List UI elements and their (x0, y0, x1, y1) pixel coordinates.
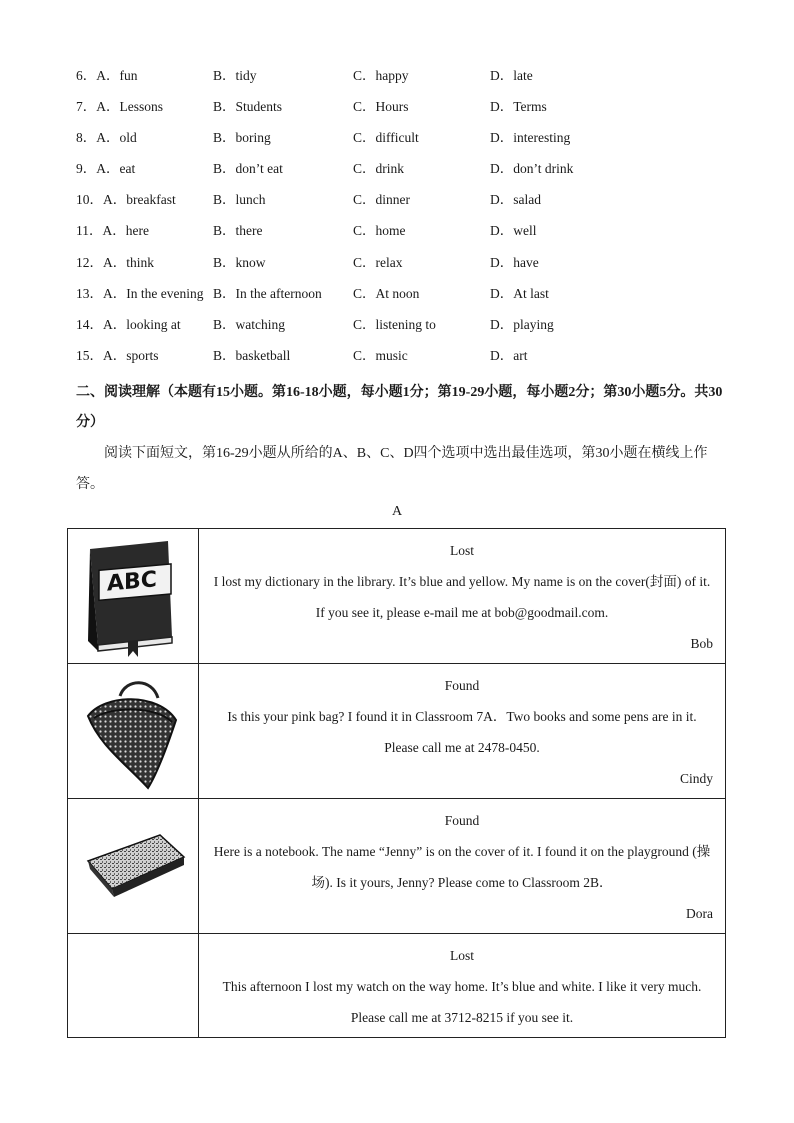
option-c: C．relax (353, 254, 403, 270)
question-number: 12． (76, 254, 103, 270)
option-row (76, 346, 736, 377)
option-c: C．Hours (353, 99, 409, 115)
notice-image-cell (68, 799, 199, 934)
notice-title: Found (444, 813, 480, 828)
option-c: C．music (353, 347, 408, 363)
option-b: B．don’t eat (213, 161, 283, 177)
instructions: 阅读下面短文，第16-29小题从所给的A、B、C、D四个选项中选出最佳选项，第30小题在横线上作答。 (76, 446, 708, 492)
option-c: C．listening to (353, 316, 436, 332)
notice-image-cell (68, 934, 199, 1038)
option-d: D．At last (490, 285, 549, 301)
option-b: B．there (213, 223, 263, 239)
option-a: 9．A．eat (76, 161, 136, 177)
notice-body: Is this your pink bag? I found it in Classroom 7A．Two books and some pens are in it. Please call me at 2478-0450. (227, 709, 697, 755)
option-c: C．dinner (353, 192, 410, 208)
option-b: B．boring (213, 130, 271, 146)
option-c: C．At noon (353, 285, 420, 301)
option-row (76, 66, 736, 97)
notice-signature: Dora (686, 906, 713, 921)
option-d: D．art (490, 347, 528, 363)
question-number: 11． (76, 223, 103, 239)
notice-text-cell (199, 529, 726, 664)
question-number: 14． (76, 316, 103, 332)
option-row (76, 221, 736, 252)
option-a: 11．A．here (76, 223, 149, 239)
notice-image-cell (68, 529, 199, 664)
option-d: D．well (490, 223, 537, 239)
option-d: D．late (490, 68, 533, 83)
notice-text-cell (199, 799, 726, 934)
option-d: D．playing (490, 316, 554, 332)
notice-table (67, 528, 726, 1038)
option-b: B．watching (213, 316, 285, 332)
question-number: 8． (76, 130, 97, 146)
option-d: D．don’t drink (490, 161, 574, 177)
options-list (76, 66, 736, 377)
notice-row (68, 664, 726, 799)
notice-body: This afternoon I lost my watch on the way home. It’s blue and white. I like it very much. Please call me at 3712-8215 if you see it. (222, 979, 702, 1025)
option-a: 8．A．old (76, 130, 137, 146)
option-c: C．drink (353, 161, 405, 177)
option-c: C．happy (353, 68, 409, 83)
option-row (76, 315, 736, 346)
notice-text-cell (199, 934, 726, 1038)
option-a: 14．A．looking at (76, 316, 181, 332)
option-row (76, 284, 736, 315)
option-row (76, 97, 736, 128)
notice-row (68, 799, 726, 934)
notice-signature: Bob (690, 636, 713, 651)
option-row (76, 159, 736, 190)
notice-body: I lost my dictionary in the library. It’s blue and yellow. My name is on the cover(封面) of it. If you see it, please e-mail me at bob@goodmail.com. (213, 574, 711, 620)
question-number: 7． (76, 99, 97, 115)
option-d: D．have (490, 254, 539, 270)
question-number: 9． (76, 161, 97, 177)
section-title: 二、阅读理解（本题有15小题。第16-18小题，每小题1分；第19-29小题，每小题2分；第30小题5分。共30分） (76, 385, 723, 430)
option-a: 7．A．Lessons (76, 99, 163, 115)
question-number: 13． (76, 285, 103, 301)
question-number: 15． (76, 347, 103, 363)
bag-icon (68, 664, 198, 798)
notebook-icon (68, 799, 198, 933)
option-b: B．know (213, 254, 266, 270)
option-row (76, 128, 736, 159)
option-d: D．salad (490, 192, 541, 208)
notice-row (68, 934, 726, 1038)
option-b: B．In the afternoon (213, 285, 322, 301)
option-c: C．home (353, 223, 406, 239)
notice-title: Found (444, 678, 480, 693)
notice-body: Here is a notebook. The name “Jenny” is on the cover of it. I found it on the playground (操场). Is it yours, Jenny? Please come to Classroom 2B． (213, 844, 711, 890)
option-a: 10．A．breakfast (76, 192, 176, 208)
dictionary-icon (68, 529, 198, 663)
option-b: B．tidy (213, 68, 257, 83)
notice-signature: Cindy (679, 771, 713, 786)
option-b: B．basketball (213, 347, 291, 363)
option-b: B．lunch (213, 192, 266, 208)
notice-title: Lost (449, 948, 474, 963)
option-a: 6．A．fun (76, 68, 138, 83)
notice-image-cell (68, 664, 199, 799)
option-a: 15．A．sports (76, 347, 159, 363)
passage-label: A (391, 504, 403, 519)
option-row (76, 253, 736, 284)
option-a: 12．A．think (76, 254, 155, 270)
option-d: D．Terms (490, 99, 547, 115)
option-row (76, 190, 736, 221)
dictionary-cover-text: ABC (107, 567, 157, 597)
notice-row (68, 529, 726, 664)
option-a: 13．A．In the evening (76, 285, 204, 301)
question-number: 6． (76, 68, 97, 83)
question-number: 10． (76, 192, 103, 208)
notice-text-cell (199, 664, 726, 799)
option-b: B．Students (213, 99, 283, 115)
option-c: C．difficult (353, 130, 419, 146)
option-d: D．interesting (490, 130, 571, 146)
notice-title: Lost (449, 543, 474, 558)
